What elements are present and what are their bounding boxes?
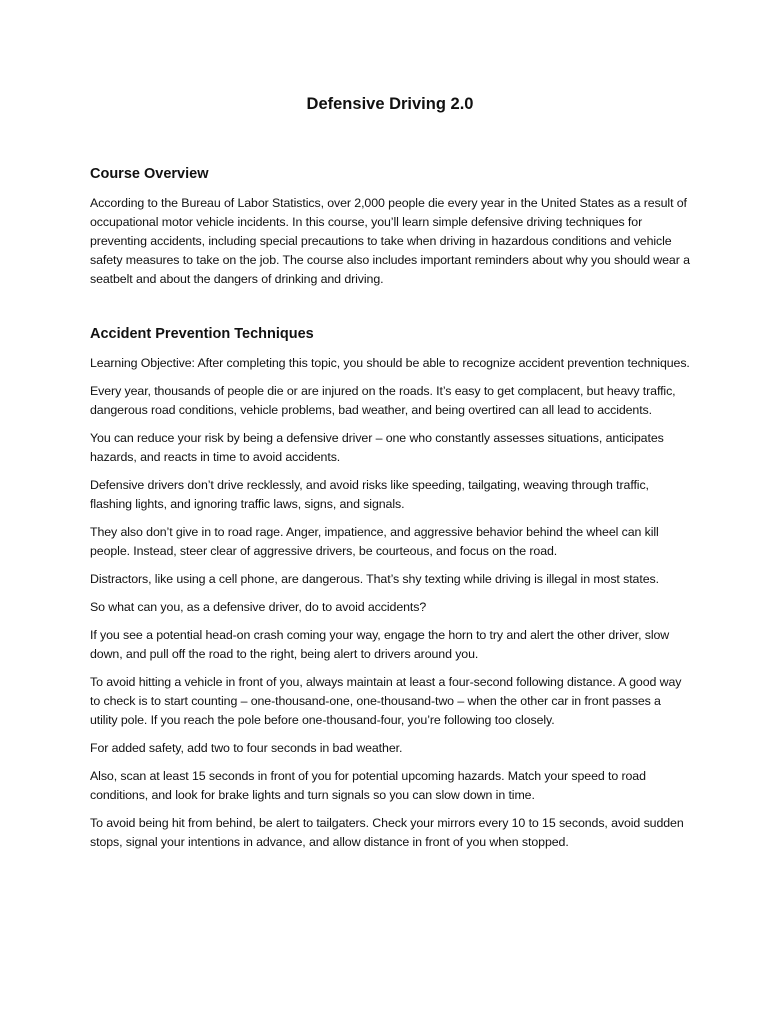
paragraph: So what can you, as a defensive driver, do to avoid accidents? [90, 600, 427, 614]
section-heading: Accident Prevention Techniques [90, 326, 314, 342]
section-accident-prevention [90, 324, 690, 852]
paragraph: To avoid hitting a vehicle in front of you, always maintain at least a four-second following distance. A good way to check is to start counting – one-thousand-one, one-thousand-two – when the other car in front passes a utility pole. If you reach the pole before one-thousand-four, you’re following too closely. [90, 675, 682, 727]
paragraph: Also, scan at least 15 seconds in front of you for potential upcoming hazards. Match your speed to road conditions, and look for brake lights and turn signals so you can slow down in time. [90, 769, 646, 802]
section-heading: Course Overview [90, 166, 209, 182]
document-title: Defensive Driving 2.0 [306, 95, 474, 113]
section-spacer [90, 298, 690, 324]
paragraph: Distractors, like using a cell phone, are dangerous. That’s shy texting while driving is illegal in most states. [90, 572, 659, 586]
paragraph: Every year, thousands of people die or are injured on the roads. It’s easy to get complacent, but heavy traffic, dangerous road conditions, vehicle problems, bad weather, and being overtired can all lead to accidents. [90, 384, 676, 417]
section-course-overview [90, 164, 690, 289]
paragraph: You can reduce your risk by being a defensive driver – one who constantly assesses situations, anticipates hazards, and reacts in time to avoid accidents. [90, 431, 664, 464]
paragraph: They also don’t give in to road rage. Anger, impatience, and aggressive behavior behind the wheel can kill people. Instead, steer clear of aggressive drivers, be courteous, and focus on the road. [90, 525, 659, 558]
paragraph: Defensive drivers don’t drive recklessly, and avoid risks like speeding, tailgating, weaving through traffic, flashing lights, and ignoring traffic laws, signs, and signals. [90, 478, 649, 511]
document-page [90, 92, 690, 861]
paragraph: Learning Objective: After completing this topic, you should be able to recognize accident prevention techniques. [90, 356, 690, 370]
paragraph: For added safety, add two to four seconds in bad weather. [90, 741, 403, 755]
paragraph: According to the Bureau of Labor Statistics, over 2,000 people die every year in the United States as a result of occupational motor vehicle incidents. In this course, you’ll learn simple defensive driving techniques for preventing accidents, including special precautions to take when driving in hazardous conditions and vehicle safety measures to take on the job. The course also includes important reminders about why you should wear a seatbelt and about the dangers of drinking and driving. [90, 196, 690, 286]
paragraph: To avoid being hit from behind, be alert to tailgaters. Check your mirrors every 10 to 15 seconds, avoid sudden stops, signal your intentions in advance, and allow distance in front of you when stopped. [90, 816, 684, 849]
paragraph: If you see a potential head-on crash coming your way, engage the horn to try and alert the other driver, slow down, and pull off the road to the right, being alert to drivers around you. [90, 628, 670, 661]
